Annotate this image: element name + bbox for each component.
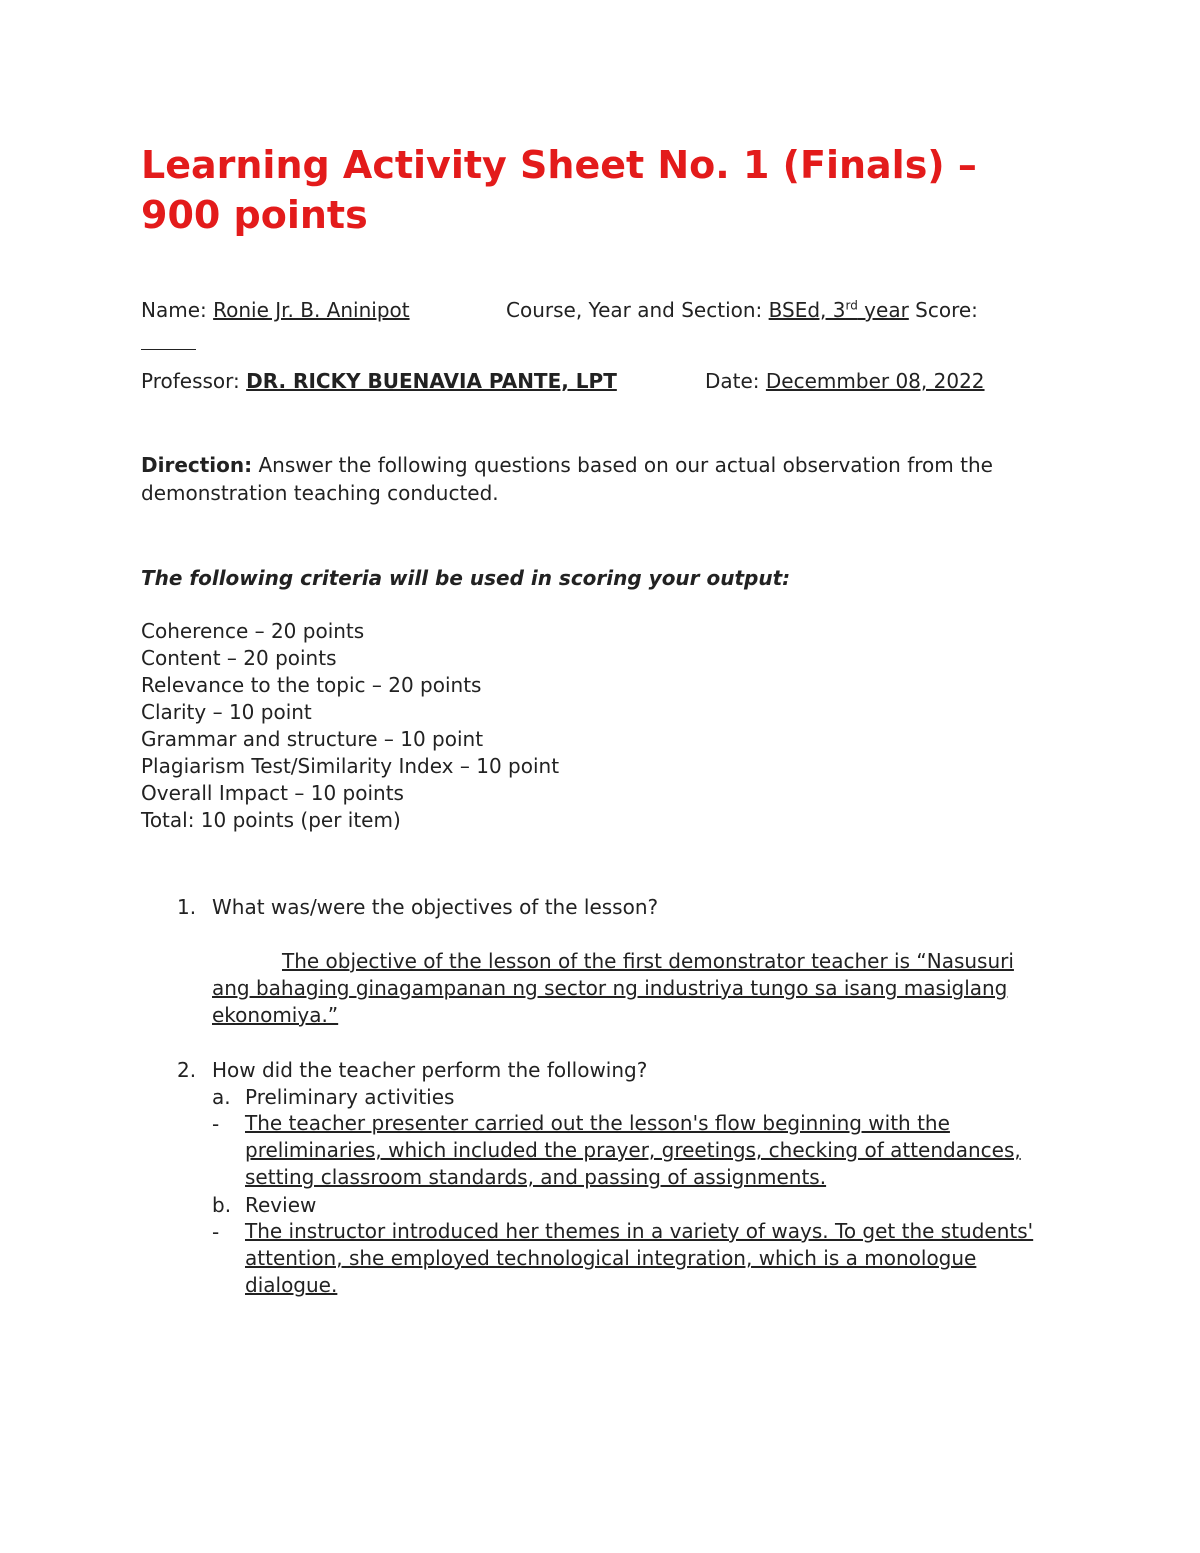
sub-letter: b. (212, 1193, 232, 1217)
name-label: Name: (141, 298, 214, 322)
criteria-heading: The following criteria will be used in scoring your output: (141, 566, 791, 590)
criteria-item: Coherence – 20 points (141, 619, 365, 643)
review-answer: The instructor introduced her themes in a variety of ways. To get the students' attention, she employed technological integration, which is a monologue dialogue. (245, 1219, 1034, 1297)
name-value: Ronie Jr. B. Aninipot (213, 298, 410, 322)
date-line (705, 367, 985, 395)
course-value-sup: rd (845, 298, 858, 313)
direction-paragraph (141, 451, 1031, 507)
sub-question-text: Preliminary activities (245, 1085, 455, 1109)
criteria-list (141, 618, 559, 834)
score-label: Score: (908, 298, 978, 322)
direction-text: Answer the following questions based on our actual observation from the demonstration teaching conducted. (141, 453, 993, 505)
professor-value: DR. RICKY BUENAVIA PANTE, LPT (246, 369, 617, 393)
question-1-answer: The objective of the lesson of the first demonstrator teacher is “Nasusuri ang bahaging ginagampanan ng sector ng industriya tungo sa isang masiglang ekonomiya.” (212, 949, 1014, 1027)
criteria-item: Content – 20 points (141, 646, 337, 670)
course-value-pre: BSEd, 3 (768, 298, 846, 322)
question-text: What was/were the objectives of the lesson? (212, 895, 659, 919)
criteria-item: Clarity – 10 point (141, 700, 312, 724)
criteria-item: Overall Impact – 10 points (141, 781, 404, 805)
course-value (769, 298, 909, 322)
criteria-item: Grammar and structure – 10 point (141, 727, 484, 751)
course-value-post: year (857, 298, 909, 322)
professor-label: Professor: (141, 369, 247, 393)
sub-question-text: Review (245, 1193, 317, 1217)
criteria-item: Relevance to the topic – 20 points (141, 673, 482, 697)
document-title: Learning Activity Sheet No. 1 (Finals) – 900 points (141, 143, 977, 237)
course-label: Course, Year and Section: (506, 298, 769, 322)
sub-letter: a. (212, 1085, 231, 1109)
question-number: 2. (177, 1058, 197, 1082)
professor-line (141, 367, 617, 395)
direction-label: Direction: (141, 453, 253, 477)
sub-dash: - (212, 1112, 220, 1136)
question-number: 1. (177, 895, 197, 919)
criteria-item: Plagiarism Test/Similarity Index – 10 point (141, 754, 560, 778)
score-blank (141, 349, 196, 350)
name-course-line (141, 296, 410, 324)
course-line (506, 296, 978, 324)
preliminary-answer: The teacher presenter carried out the lesson's flow beginning with the preliminaries, which included the prayer, greetings, checking of attendances, setting classroom standards, and passing of assignments. (245, 1111, 1021, 1189)
date-value: Decemmber 08, 2022 (765, 369, 985, 393)
question-text: How did the teacher perform the following? (212, 1058, 648, 1082)
sub-dash: - (212, 1220, 220, 1244)
date-label: Date: (705, 369, 766, 393)
criteria-item: Total: 10 points (per item) (141, 808, 401, 832)
